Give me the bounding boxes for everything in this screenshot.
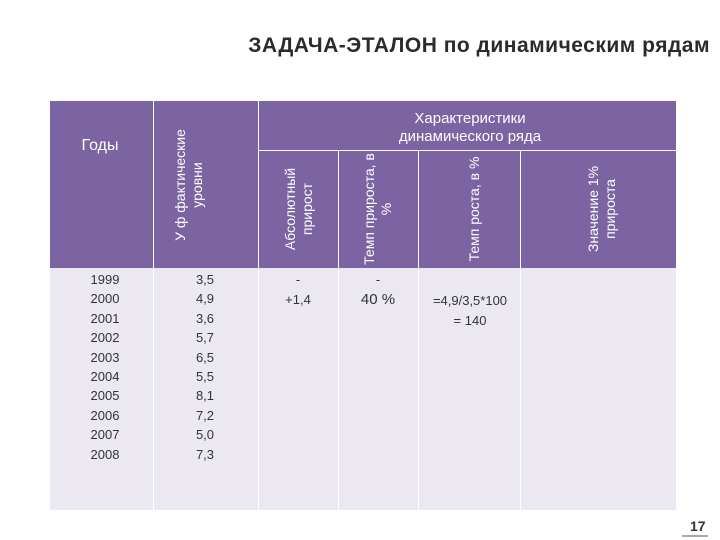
growth-rate-increase-2000: 40 % — [360, 291, 396, 308]
table-cell: 6,5 — [195, 349, 215, 365]
header-levels: У ф фактические уровни — [172, 129, 205, 241]
years-column — [70, 270, 140, 464]
table-cell: 4,9 — [195, 291, 215, 307]
table-cell: 2001 — [90, 310, 120, 326]
levels-column — [175, 270, 235, 464]
table-cell: 5,7 — [195, 330, 215, 346]
table-cell: 2008 — [90, 446, 120, 462]
table-cell: 2004 — [90, 369, 120, 385]
table-cell: 8,1 — [195, 388, 215, 404]
growth-rate-increase-1999: - — [375, 272, 381, 287]
table-cell: 5,0 — [195, 427, 215, 443]
table-cell: 2007 — [90, 427, 120, 443]
growth-rate-result: = 140 — [453, 313, 487, 328]
absolute-growth-2000: +1,4 — [285, 292, 311, 307]
table-cell: 7,2 — [195, 407, 215, 423]
table-cell: 5,5 — [195, 369, 215, 385]
growth-rate-formula: =4,9/3,5*100 — [432, 293, 508, 308]
table-cell: 7,3 — [195, 446, 215, 462]
table-cell: 2006 — [90, 407, 120, 423]
page-number: 17 — [690, 518, 706, 534]
header-years: Годы — [81, 137, 119, 154]
absolute-growth-1999: - — [295, 272, 301, 287]
header-absolute-growth: Абсолютный прирост — [282, 167, 315, 251]
table-cell: 3,5 — [195, 272, 215, 287]
header-one-percent-value: Значение 1% прироста — [585, 165, 618, 253]
table-cell: 2002 — [90, 330, 120, 346]
header-characteristics: Характеристики динамического ряда — [398, 110, 542, 145]
slide-title: ЗАДАЧА-ЭТАЛОН по динамическим рядам — [248, 34, 710, 57]
table-cell: 2005 — [90, 388, 120, 404]
table-cell: 2000 — [90, 291, 120, 307]
table-cell: 1999 — [90, 272, 120, 287]
table-cell: 3,6 — [195, 310, 215, 326]
header-growth-rate-increase: Темп прироста, в % — [361, 153, 394, 265]
header-growth-rate: Темп роста, в % — [465, 156, 482, 262]
table-cell: 2003 — [90, 349, 120, 365]
